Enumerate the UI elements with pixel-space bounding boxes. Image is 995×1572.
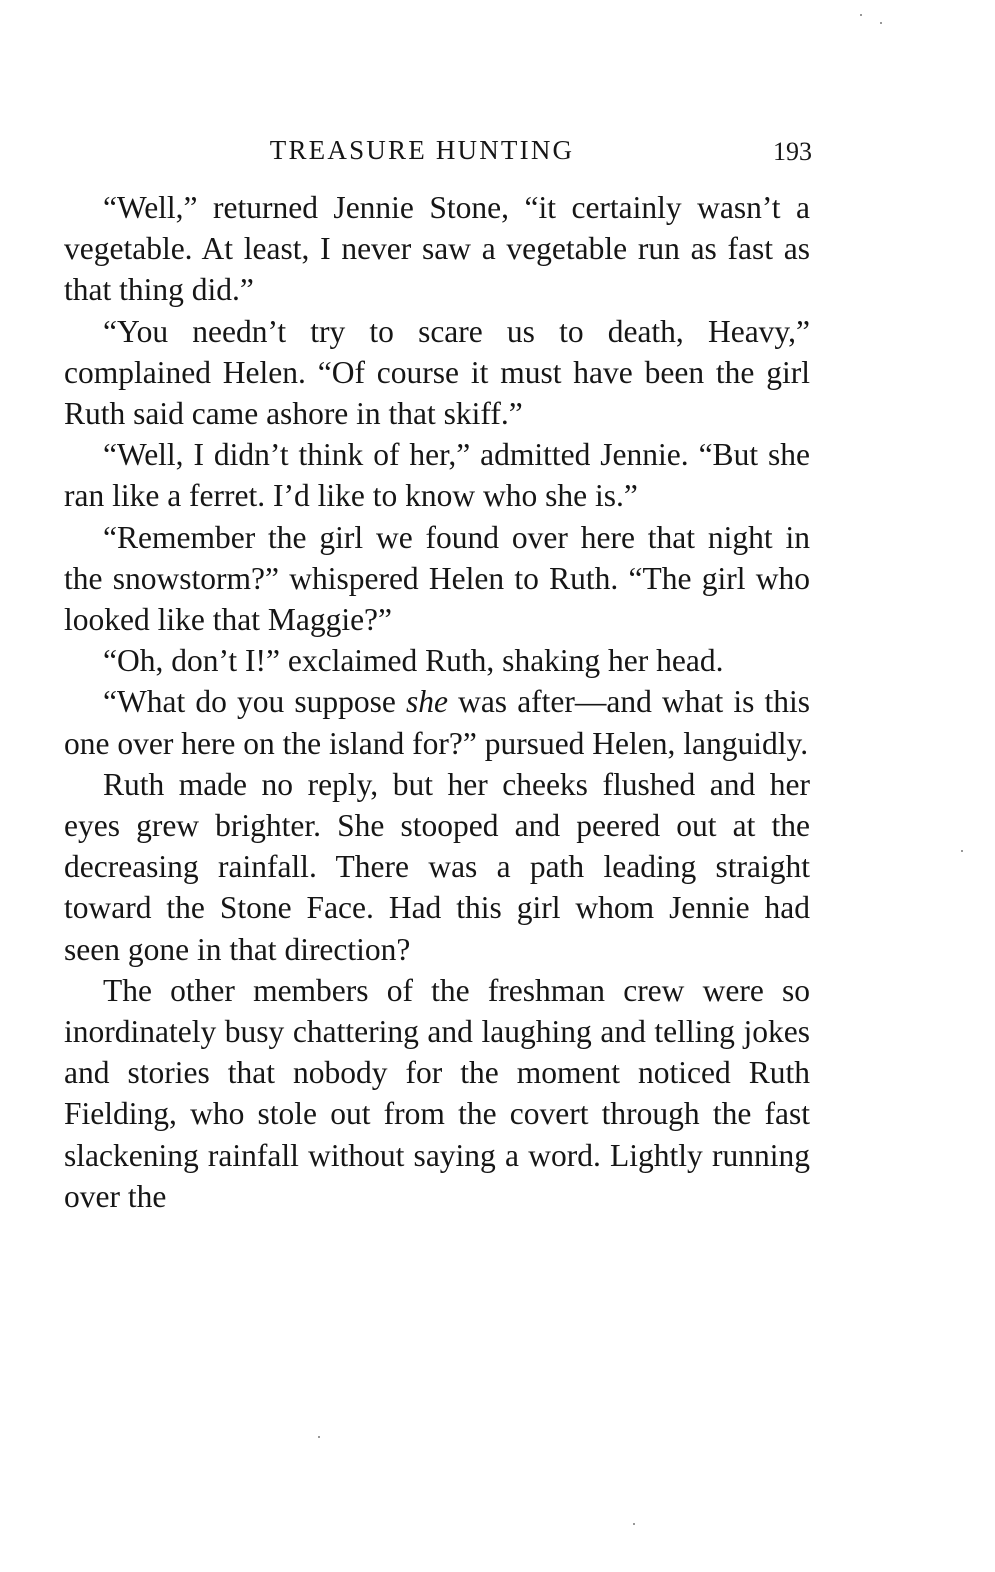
scan-speck (961, 850, 963, 852)
scan-speck (633, 1523, 635, 1525)
paragraph: The other members of the freshman crew were so inordinately busy chattering and laughing and telling jokes and stories that nobody for the moment noticed Ruth Fielding, who stole out from the covert through the fast slackening rainfall without saying a word. Lightly running over the (64, 972, 810, 1214)
paragraph: “Well, I didn’t think of her,” admitted Jennie. “But she ran like a ferret. I’d like to know who she is.” (64, 437, 810, 514)
paragraph: Ruth made no reply, but her cheeks flushed and her eyes grew brighter. She stooped and peered out at the decreasing rainfall. There was a path leading straight toward the Stone Face. Had this girl whom Jennie had seen gone in that direction? (64, 766, 810, 967)
page-number: 193 (773, 137, 812, 166)
paragraph-text: was after—and what is this one over here on the island for?” pursued Helen, languidly. (64, 684, 810, 761)
paragraph: “You needn’t try to scare us to death, Heavy,” complained Helen. “Of course it must have been the girl Ruth said came ashore in that skiff.” (64, 313, 810, 432)
paragraph-text: “What do you suppose (103, 684, 406, 720)
scan-speck (318, 1436, 320, 1438)
paragraph: “Remember the girl we found over here that night in the snowstorm?” whispered Helen to Ruth. “The girl who looked like that Maggie?” (64, 519, 810, 638)
italic-emphasis: she (405, 684, 448, 720)
running-title: TREASURE HUNTING (269, 135, 575, 165)
scan-speck (880, 22, 882, 24)
paragraph: “Well,” returned Jennie Stone, “it certainly wasn’t a vegetable. At least, I never saw a vegetable run as fast as that thing did.” (64, 190, 810, 308)
running-head (62, 132, 812, 168)
body-text (64, 187, 810, 1217)
paragraph (64, 681, 810, 763)
paragraph: “Oh, don’t I!” exclaimed Ruth, shaking her head. (103, 643, 724, 679)
scan-speck (860, 14, 862, 16)
